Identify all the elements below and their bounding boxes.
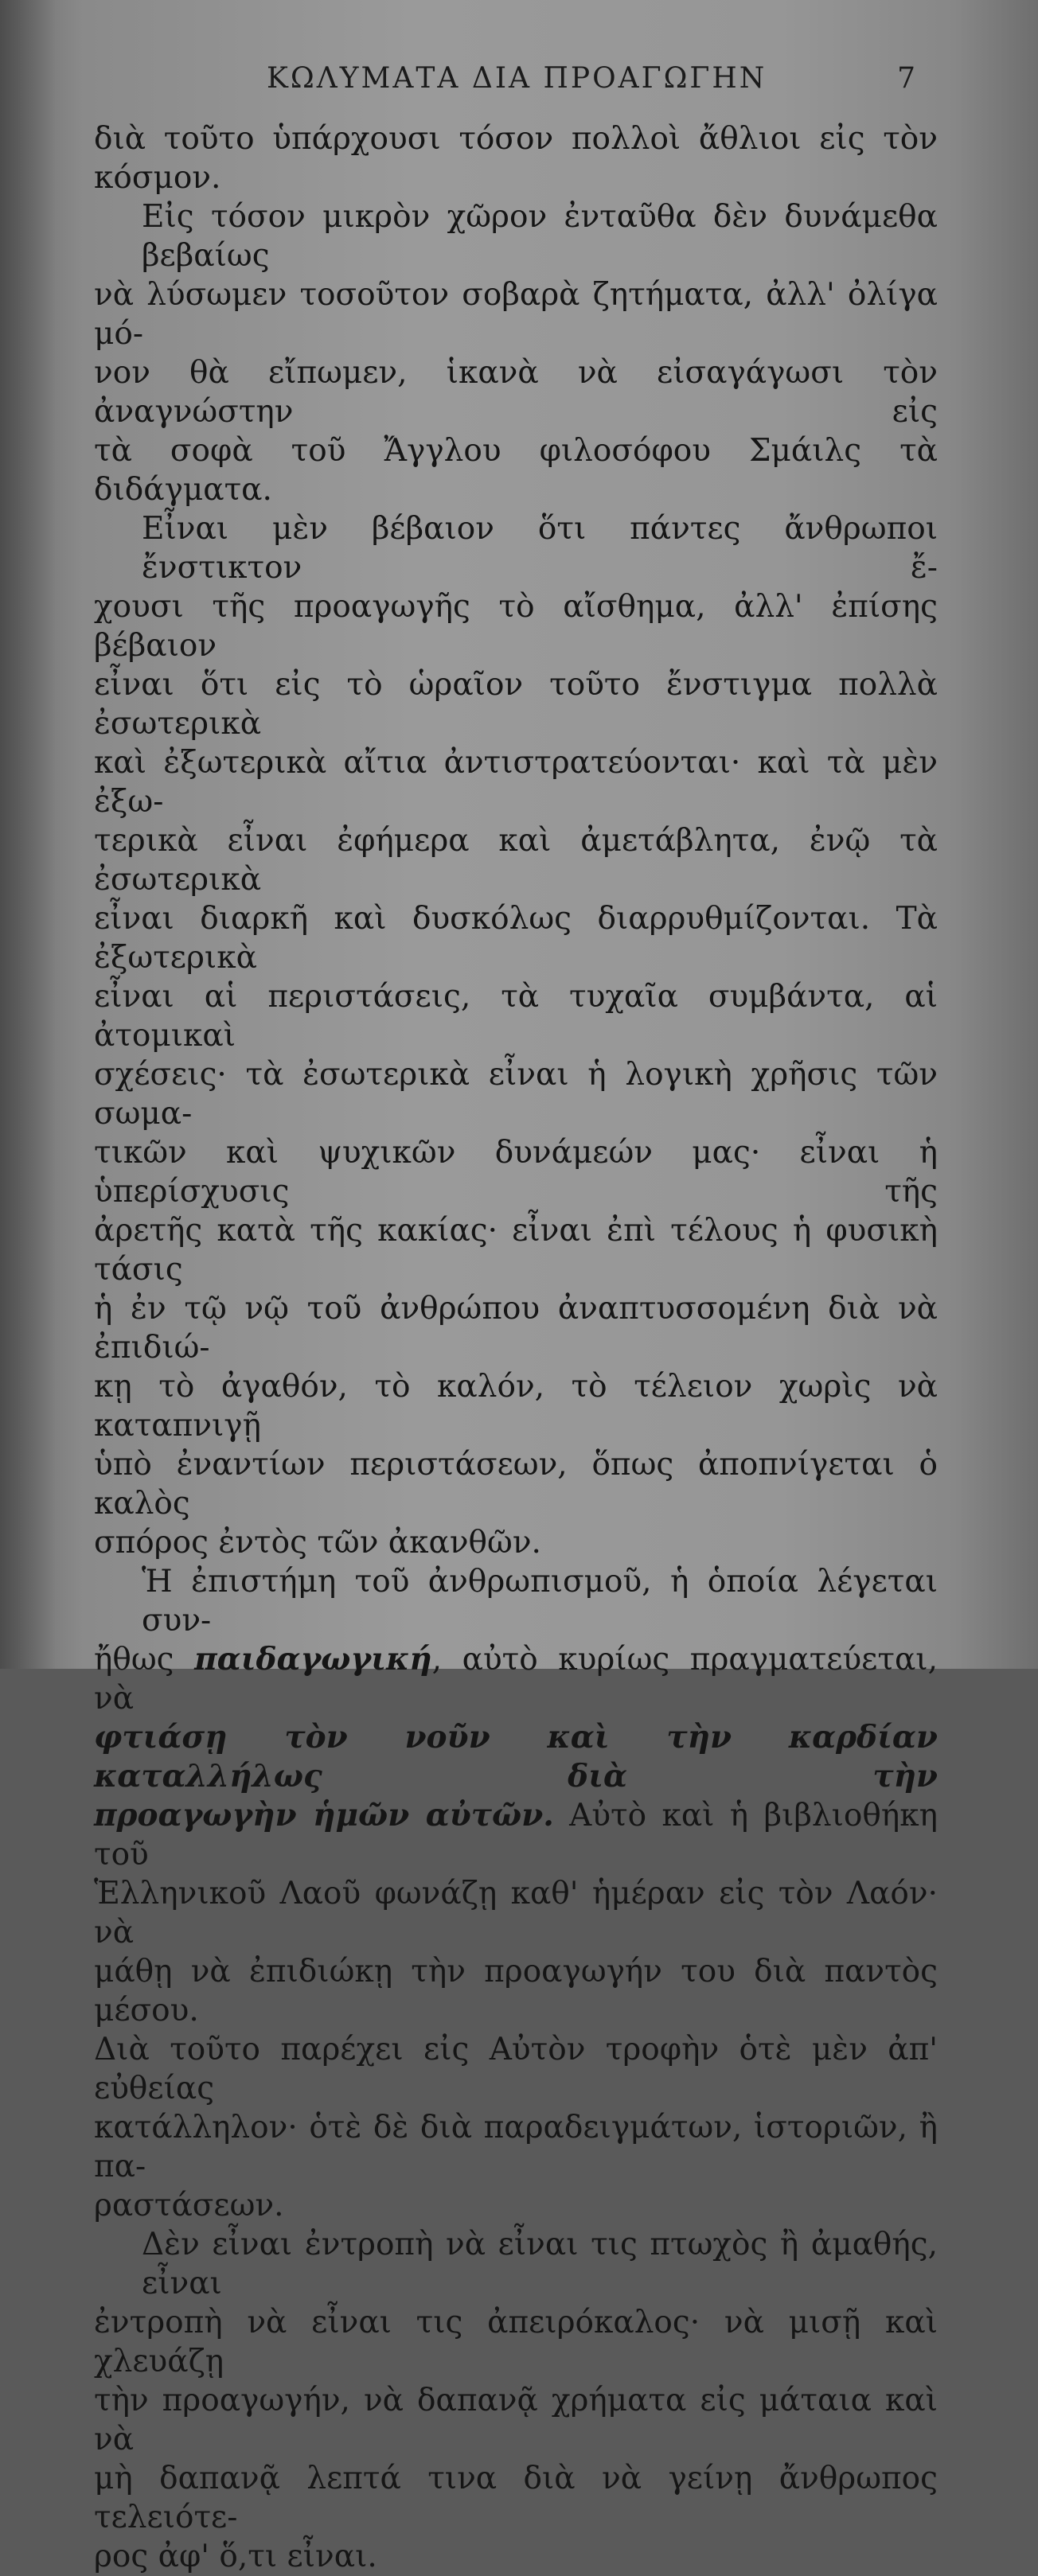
text-line: κατάλληλον· ὁτὲ δὲ διὰ παραδειγμάτων, ἱστοριῶν, ἢ πα- xyxy=(94,2110,938,2184)
text-line: νον θὰ εἴπωμεν, ἱκανὰ νὰ εἰσαγάγωσι τὸν ἀναγνώστην εἰς xyxy=(94,355,938,430)
running-title: ΚΩΛΥΜΑΤΑ ΔΙΑ ΠΡΟΑΓΩΓΗΝ xyxy=(267,62,767,95)
text-line: Εἶναι μὲν βέβαιον ὅτι πάντες ἄνθρωποι ἔνστικτον ἔ- xyxy=(142,511,938,586)
text-line: σπόρος ἐντὸς τῶν ἀκανθῶν. xyxy=(94,1525,541,1561)
text-line: τερικὰ εἶναι ἐφήμερα καὶ ἀμετάβλητα, ἐνῷ τὰ ἐσωτερικὰ xyxy=(94,823,938,898)
text-line: ρος ἀφ' ὅ,τι εἶναι. xyxy=(94,2539,377,2574)
text-line: ραστάσεων. xyxy=(94,2188,284,2223)
text-line: τὴν προαγωγήν, νὰ δαπανᾷ χρήματα εἰς μάταια καὶ νὰ xyxy=(94,2383,938,2457)
text-line: κῃ τὸ ἀγαθόν, τὸ καλόν, τὸ τέλειον χωρὶς νὰ καταπνιγῇ xyxy=(94,1369,938,1444)
text-line: ἡ ἐν τῷ νῷ τοῦ ἀνθρώπου ἀναπτυσσομένη διὰ νὰ ἐπιδιώ- xyxy=(94,1291,938,1366)
text-line: μάθῃ νὰ ἐπιδιώκῃ τὴν προαγωγήν του διὰ παντὸς μέσου. xyxy=(94,1954,938,2028)
spine-shadow xyxy=(0,0,56,1669)
text-line: Δὲν εἶναι ἐντροπὴ νὰ εἶναι τις πτωχὸς ἢ ἀμαθής, εἶναι xyxy=(142,2227,938,2301)
text-line: Διὰ τοῦτο παρέχει εἰς Αὐτὸν τροφὴν ὁτὲ μὲν ἀπ' εὐθείας xyxy=(94,2032,938,2106)
text-line: εἶναι διαρκῆ καὶ δυσκόλως διαρρυθμίζονται. Τὰ ἐξωτερικὰ xyxy=(94,901,938,976)
text-line: τὰ σοφὰ τοῦ Ἄγγλου φιλοσόφου Σμάιλς τὰ διδάγματα. xyxy=(94,433,938,508)
text-line: σχέσεις· τὰ ἐσωτερικὰ εἶναι ἡ λογικὴ χρῆσις τῶν σωμα- xyxy=(94,1057,938,1132)
page-number: 7 xyxy=(897,62,915,95)
text-line: ἐντροπὴ νὰ εἶναι τις ἀπειρόκαλος· νὰ μισῇ καὶ χλευάζῃ xyxy=(94,2305,938,2379)
text-line: εἶναι αἱ περιστάσεις, τὰ τυχαῖα συμβάντα, αἱ ἀτομικαὶ xyxy=(94,979,938,1054)
text-line: χουσι τῆς προαγωγῆς τὸ αἴσθημα, ἀλλ' ἐπίσης βέβαιον xyxy=(94,589,938,664)
text-line-italic: φτιάσῃ τὸν νοῦν καὶ τὴν καρδίαν καταλλήλως διὰ τὴν xyxy=(94,1719,938,1795)
italic-term: παιδαγωγική xyxy=(194,1641,432,1678)
text-line-with-italic: προαγωγὴν ἡμῶν αὐτῶν. Αὐτὸ καὶ ἡ βιβλιοθήκη τοῦ xyxy=(94,1797,938,1873)
text-line-with-italic: ἤθως παιδαγωγική, αὐτὸ κυρίως πραγματεύεται, νὰ xyxy=(94,1641,938,1717)
text-line: νὰ λύσωμεν τοσοῦτον σοβαρὰ ζητήματα, ἀλλ' ὀλίγα μό- xyxy=(94,277,938,352)
text-line: Εἰς τόσον μικρὸν χῶρον ἐνταῦθα δὲν δυνάμεθα βεβαίως xyxy=(142,199,938,274)
text-line: ἀρετῆς κατὰ τῆς κακίας· εἶναι ἐπὶ τέλους ἡ φυσικὴ τάσις xyxy=(94,1213,938,1288)
page-header xyxy=(96,62,931,102)
text-line: διὰ τοῦτο ὑπάρχουσι τόσον πολλοὶ ἄθλιοι εἰς τὸν κόσμον. xyxy=(94,121,938,196)
text-line: τικῶν καὶ ψυχικῶν δυνάμεών μας· εἶναι ἡ ὑπερίσχυσις τῆς xyxy=(94,1135,938,1210)
body-text xyxy=(94,119,938,2576)
text-line: Ἑλληνικοῦ Λαοῦ φωνάζῃ καθ' ἡμέραν εἰς τὸν Λαόν· νὰ xyxy=(94,1876,938,1951)
text-line: καὶ ἐξωτερικὰ αἴτια ἀντιστρατεύονται· καὶ τὰ μὲν ἐξω- xyxy=(94,745,938,820)
text-line: εἶναι ὅτι εἰς τὸ ὡραῖον τοῦτο ἔνστιγμα πολλὰ ἐσωτερικὰ xyxy=(94,667,938,742)
text-line: Ἡ ἐπιστήμη τοῦ ἀνθρωπισμοῦ, ἡ ὁποία λέγεται συν- xyxy=(142,1564,938,1639)
italic-phrase: προαγωγὴν ἡμῶν αὐτῶν. xyxy=(94,1797,554,1834)
text-line: μὴ δαπανᾷ λεπτά τινα διὰ νὰ γείνῃ ἄνθρωπος τελειότε- xyxy=(94,2461,938,2535)
text-line: ὑπὸ ἐναντίων περιστάσεων, ὅπως ἀποπνίγεται ὁ καλὸς xyxy=(94,1447,938,1522)
